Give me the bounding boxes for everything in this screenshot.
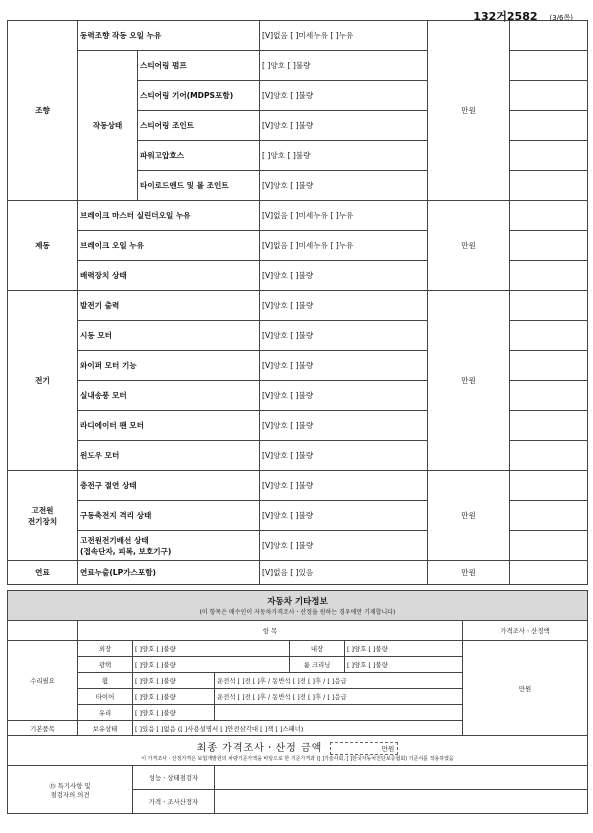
price-cell[interactable]: 만원 — [428, 201, 510, 291]
inspection-table — [7, 20, 588, 585]
row-label: 브레이크 마스터 실린더오일 누유 — [78, 201, 260, 231]
col-item-header: 항 목 — [78, 621, 463, 641]
row-status[interactable]: [V]양호 [ ]불량 — [260, 501, 428, 531]
row-label: 스티어링 펌프 — [138, 51, 260, 81]
row-status[interactable]: [V]없음 [ ]미세누유 [ ]누유 — [260, 21, 428, 51]
row-status[interactable]: [V]없음 [ ]미세누유 [ ]누유 — [260, 231, 428, 261]
row-status[interactable]: [V]없음 [ ]있음 — [260, 561, 428, 585]
section-repair: 수리필요 — [8, 641, 78, 721]
row-label: 시동 모터 — [78, 321, 260, 351]
row-status[interactable]: [V]양호 [ ]불량 — [260, 321, 428, 351]
row-label: 연료누출(LP가스포함) — [78, 561, 260, 585]
row-label: 스티어링 기어(MDPS포함) — [138, 81, 260, 111]
appraiser-label: 가격ㆍ조사산정자 — [133, 790, 215, 814]
page-number: (3/6쪽) — [549, 14, 573, 22]
section-braking: 제동 — [8, 201, 78, 291]
row-label: 파워고압호스 — [138, 141, 260, 171]
other-info-table: 자동차 기타정보 (이 항목은 매수인이 자동차가격조사ㆍ산정을 원하는 경우에만 기재합니다) 항 목 가격조사ㆍ산정액 수리필요 외장 [ ]양호 [ ]불량 내장 [ ]양호 [ ]불량 만원 광택 [ ]양호 [ ]불량 룸 크리닝 [ ]양호 [ ]불량 휠 [ ]양호 [ ]불량 운전석 [ ]전 [ ]후 / 동반석 [ ]전 [ ]후 / [ ]응급 타이어 [ ]양호 [ ]불량 운전석 [ ]전 [ ]후 / 동반석 [ ]전 [ ]후 / [ ]응급 유리 [ ]양호 [ ]불량 기본품목 보유상태 [ ]있음 [ ]없음 ([ ]사용설명서 [ ]안전삼각대 [ ]잭 [ ]스패너) 최종 가격조사ㆍ산정 금액 만원 이 가격조사ㆍ산정가격은 보험개발원의 차량기준가액을 바탕으로 한 기준가격과 ([ ]기술사회, [ ]한국자동차진단보증협회) 기준서를 적용하였음 ⑮ 특기사항 및 점검자의 의견 성능ㆍ상태점검자 가격ㆍ조사산정자 — [7, 590, 588, 814]
price-cell[interactable]: 만원 — [428, 291, 510, 471]
price-cell[interactable]: 만원 — [428, 21, 510, 201]
row-status[interactable]: [V]양호 [ ]불량 — [260, 171, 428, 201]
row-status[interactable]: [V]양호 [ ]불량 — [260, 111, 428, 141]
section-basic: 기본품목 — [8, 721, 78, 736]
section-high-voltage: 고전원 전기장치 — [8, 471, 78, 561]
row-status[interactable]: [ ]양호 [ ]불량 — [260, 141, 428, 171]
final-price-title: 최종 가격조사ㆍ산정 금액 — [196, 742, 323, 754]
final-price-note: 이 가격조사ㆍ산정가격은 보험개발원의 차량기준가액을 바탕으로 한 기준가격과 ([ ]기술사회, [ ]한국자동차진단보증협회) 기준서를 적용하였음 — [141, 756, 454, 763]
col-price-header: 가격조사ㆍ산정액 — [463, 621, 588, 641]
row-status[interactable]: [V]양호 [ ]불량 — [260, 81, 428, 111]
row-label: 충전구 절연 상태 — [78, 471, 260, 501]
row-status[interactable]: [ ]양호 [ ]불량 — [260, 51, 428, 81]
final-price-row — [8, 736, 588, 766]
row-label: 윈도우 모터 — [78, 441, 260, 471]
row-status[interactable]: [V]양호 [ ]불량 — [260, 411, 428, 441]
price-cell[interactable]: 만원 — [428, 561, 510, 585]
other-info-header: 자동차 기타정보 (이 항목은 매수인이 자동차가격조사ㆍ산정을 원하는 경우에만 기재합니다) — [8, 591, 588, 621]
row-status[interactable]: [V]없음 [ ]미세누유 [ ]누유 — [260, 201, 428, 231]
row-label: 고전원전기배선 상태 (접속단자, 피복, 보호기구) — [78, 531, 260, 561]
row-label: 실내송풍 모터 — [78, 381, 260, 411]
section-electric: 전기 — [8, 291, 78, 471]
opinion-label: ⑮ 특기사항 및 점검자의 의견 — [8, 766, 133, 814]
inspector-opinion-field[interactable] — [215, 766, 588, 790]
row-status[interactable]: [V]양호 [ ]불량 — [260, 261, 428, 291]
row-label: 라디에이터 팬 모터 — [78, 411, 260, 441]
row-status[interactable]: [V]양호 [ ]불량 — [260, 381, 428, 411]
row-status[interactable]: [V]양호 [ ]불량 — [260, 351, 428, 381]
final-price-input[interactable]: 만원 — [330, 742, 398, 755]
row-label: 스티어링 조인트 — [138, 111, 260, 141]
row-label: 배력장치 상태 — [78, 261, 260, 291]
row-status[interactable]: [V]양호 [ ]불량 — [260, 531, 428, 561]
appraiser-opinion-field[interactable] — [215, 790, 588, 814]
row-label: 타이로드엔드 및 볼 조인트 — [138, 171, 260, 201]
row-label: 발전기 출력 — [78, 291, 260, 321]
price-cell[interactable]: 만원 — [428, 471, 510, 561]
other-price-cell[interactable]: 만원 — [463, 641, 588, 736]
row-label: 동력조향 작동 오일 누유 — [78, 21, 260, 51]
section-steering: 조향 — [8, 21, 78, 201]
plate-number: 132거2582 — [473, 10, 538, 23]
inspector-label: 성능ㆍ상태점검자 — [133, 766, 215, 790]
row-label: 구동축전지 격리 상태 — [78, 501, 260, 531]
row-label: 브레이크 오일 누유 — [78, 231, 260, 261]
row-status[interactable]: [V]양호 [ ]불량 — [260, 291, 428, 321]
section-fuel: 연료 — [8, 561, 78, 585]
row-status[interactable]: [V]양호 [ ]불량 — [260, 471, 428, 501]
row-status[interactable]: [V]양호 [ ]불량 — [260, 441, 428, 471]
operating-label: 작동상태 — [78, 51, 138, 201]
row-label: 와이퍼 모터 기능 — [78, 351, 260, 381]
